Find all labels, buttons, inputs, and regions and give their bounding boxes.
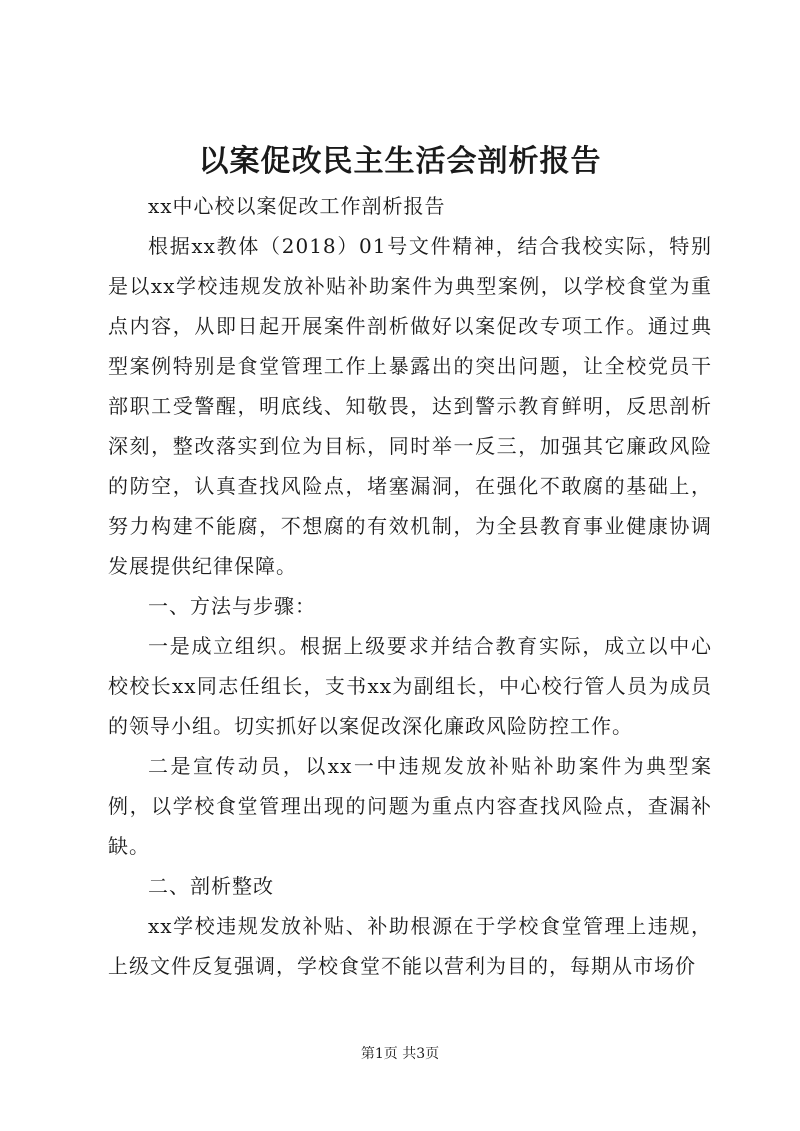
document-title: 以案促改民主生活会剖析报告 (198, 144, 602, 179)
document-body (108, 186, 712, 986)
paragraph-analysis: xx学校违规发放补贴、补助根源在于学校食堂管理上违规，上级文件反复强调，学校食堂不能以营利为目的，每期从市场价 (108, 914, 712, 978)
page-number-footer: 第1页 共3页 (360, 1046, 440, 1062)
paragraph-subtitle: xx中心校以案促改工作剖析报告 (148, 194, 446, 218)
paragraph-mobilization: 二是宣传动员，以xx一中违规发放补贴补助案件为典型案例，以学校食堂管理出现的问题为重点内容查找风险点，查漏补缺。 (108, 754, 712, 858)
heading-analysis: 二、剖析整改 (148, 874, 274, 898)
paragraph-organization: 一是成立组织。根据上级要求并结合教育实际，成立以中心校校长xx同志任组长，支书xx为副组长，中心校行管人员为成员的领导小组。切实抓好以案促改深化廉政风险防控工作。 (108, 634, 712, 738)
heading-methods: 一、方法与步骤： (148, 594, 316, 618)
paragraph-intro: 根据xx教体（2018）01号文件精神，结合我校实际，特别是以xx学校违规发放补贴补助案件为典型案例，以学校食堂为重点内容，从即日起开展案件剖析做好以案促改专项工作。通过典型案例特别是食堂管理工作上暴露出的突出问题，让全校党员干部职工受警醒，明底线、知敬畏，达到警示教育鲜明，反思剖析深刻，整改落实到位为目标，同时举一反三，加强其它廉政风险的防空，认真查找风险点，堵塞漏洞，在强化不敢腐的基础上，努力构建不能腐，不想腐的有效机制，为全县教育事业健康协调发展提供纪律保障。 (108, 234, 712, 578)
